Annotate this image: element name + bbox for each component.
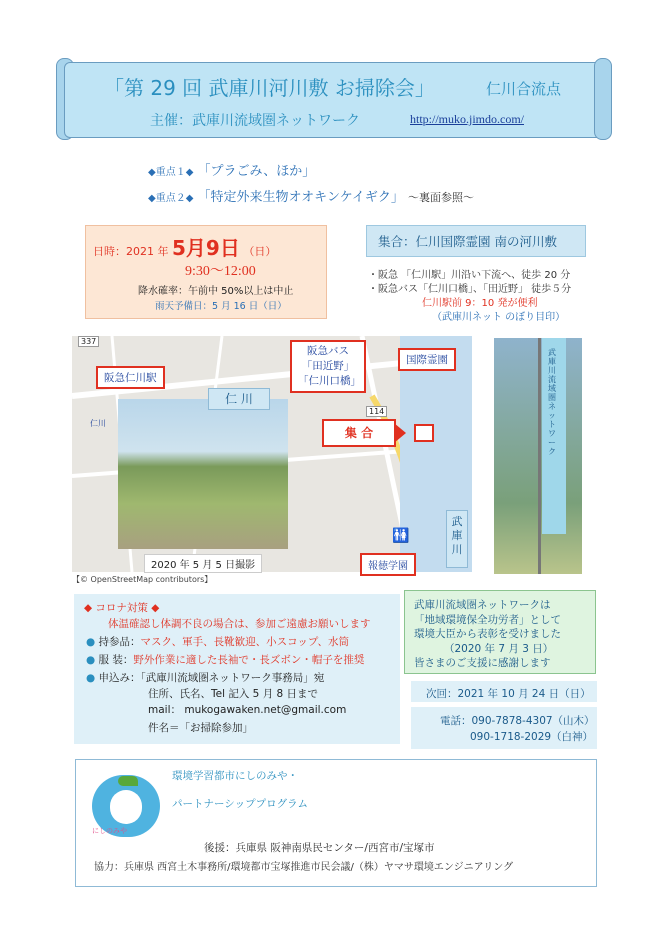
award-line: 皆さまのご支援に感謝します: [414, 657, 551, 669]
rain-rule: 降水確率：午前中 50%以上は中止: [138, 286, 294, 297]
next-event: 次回：2021 年 10 月 24 日（日）: [426, 688, 591, 700]
program-line-1: 環境学習都市にしのみや・: [172, 770, 298, 782]
focus-point-text: 「特定外来生物オオキンケイギク」: [197, 190, 404, 205]
phone-numbers: [440, 713, 595, 745]
park-photo: [118, 399, 288, 549]
meeting-point-marker: 集 合: [322, 419, 396, 447]
rain-date: 雨天予備日：5 月 16 日（日）: [155, 301, 287, 312]
apply-info: 住所、氏名、Tel 記入 5 月 8 日まで: [148, 688, 319, 700]
event-time: 9:30～12:00: [185, 264, 256, 279]
date-main: 5月9日: [172, 236, 240, 260]
program-line-2: パートナーシッププログラム: [172, 798, 308, 810]
bullet-icon: ●: [86, 654, 96, 666]
map-bus-stop-label: [290, 340, 366, 393]
bus-stop-2: 「仁川口橋」: [298, 375, 361, 387]
station-mark: 仁川: [90, 419, 106, 428]
focus-point-2: [148, 186, 474, 205]
items-line: [86, 634, 349, 649]
covid-note: 体温確認し体調不良の場合は、参加ご遠慮お願いします: [108, 618, 371, 630]
award-line: 武庫川流域圏ネットワークは: [414, 599, 551, 611]
focus-point-1: [148, 160, 315, 179]
event-location-title: 仁川合流点: [486, 80, 562, 98]
phone-line-1: 電話：090-7878-4307（山木）: [440, 715, 595, 727]
focus-point-text: 「プラごみ、ほか」: [197, 164, 316, 179]
organizer: 主催：武庫川流域圏ネットワーク: [150, 113, 360, 129]
date-prefix: 日時：2021 年: [93, 245, 169, 258]
mail-subject: 件名＝「お掃除参加」: [148, 722, 253, 734]
award-line: （2020 年 7 月 3 日）: [444, 642, 554, 655]
phone-line-2: 090-1718-2029（白神）: [470, 731, 594, 743]
access-train: ・阪急 「仁川駅」川沿い下流へ、徒歩 20 分: [368, 270, 571, 281]
award-line: 「地域環境保全功労者」として: [414, 613, 561, 626]
event-date: [93, 232, 276, 261]
award-line: 環境大臣から表彰を受けました: [414, 628, 561, 640]
apply-label: 申込み：: [98, 672, 141, 684]
clothing-line: [86, 652, 364, 667]
logo-text: にしのみや: [92, 827, 127, 835]
covid-heading: ◆ コロナ対策 ◆: [84, 602, 160, 614]
items-value: マスク、軍手、長靴歓迎、小スコップ、水筒: [140, 636, 350, 648]
bullet-icon: ●: [86, 636, 96, 648]
mail-label: mail：: [148, 704, 181, 716]
cooperation-line: 協力：兵庫県 西宮土木事務所/環境都市宝塚推進市民会議/（株）ヤマサ環境エンジニアリング: [94, 862, 514, 873]
focus-point-label: ◆重点２◆: [148, 193, 194, 204]
bullet-icon: ●: [86, 672, 96, 684]
award-text: [414, 598, 594, 671]
route-114: 114: [366, 406, 387, 417]
items-label: 持参品：: [98, 636, 141, 648]
logo-inner: [110, 790, 142, 824]
flag-text: 武庫川流域圏ネットワーク: [548, 348, 556, 456]
apply-line: [86, 670, 324, 685]
bus-stop-1: 「田近野」: [301, 360, 355, 372]
meeting-place: 集合：仁川国際霊園 南の河川敷: [378, 234, 557, 249]
map-mukogawa-label: 武庫川: [446, 510, 468, 568]
meeting-spot-icon: [414, 424, 434, 442]
map-station-label: 阪急仁川駅: [96, 366, 165, 389]
website-link[interactable]: http://muko.jimdo.com/: [410, 112, 524, 126]
flag-note: （武庫川ネット のぼり目印）: [432, 312, 566, 323]
mail-line: [148, 702, 346, 717]
focus-point-label: ◆重点１◆: [148, 167, 194, 178]
photo-caption: 2020 年 5 月 5 日撮影: [144, 554, 262, 573]
mail-address[interactable]: mukogawaken.net@gmail.com: [184, 704, 347, 716]
date-day: （日）: [243, 245, 277, 258]
map-cemetery-label: 国際霊園: [398, 348, 456, 371]
bus-note: 仁川駅前 9：10 発が便利: [422, 298, 538, 309]
map-school-label: 報徳学園: [360, 553, 416, 576]
map-river-label: 仁 川: [208, 388, 270, 410]
banner-scroll-right: [594, 58, 612, 140]
leaf-icon: [118, 776, 138, 786]
flag-pole: [538, 338, 541, 574]
access-bus: ・阪急バス「仁川口橋」、「田近野」 徒歩５分: [368, 284, 572, 295]
map-credit: 【© OpenStreetMap contributors】: [72, 575, 213, 584]
meeting-arrow-icon: [394, 423, 406, 443]
support-line: 後援：兵庫県 阪神南県民センター/西宮市/宝塚市: [204, 842, 435, 854]
bus-label: 阪急バス: [307, 345, 349, 357]
focus-point-note: ～裏面参照～: [407, 191, 474, 204]
event-title: 「第 29 回 武庫川河川敷 お掃除会」: [104, 76, 435, 100]
clothing-label: 服 装：: [98, 654, 134, 666]
toilet-icon: 🚻: [392, 528, 410, 544]
route-337: 337: [78, 336, 99, 347]
apply-to: 「武庫川流域圏ネットワーク事務局」宛: [140, 672, 325, 684]
clothing-value: 野外作業に適した長袖で・長ズボン・帽子を推奨: [133, 654, 365, 666]
